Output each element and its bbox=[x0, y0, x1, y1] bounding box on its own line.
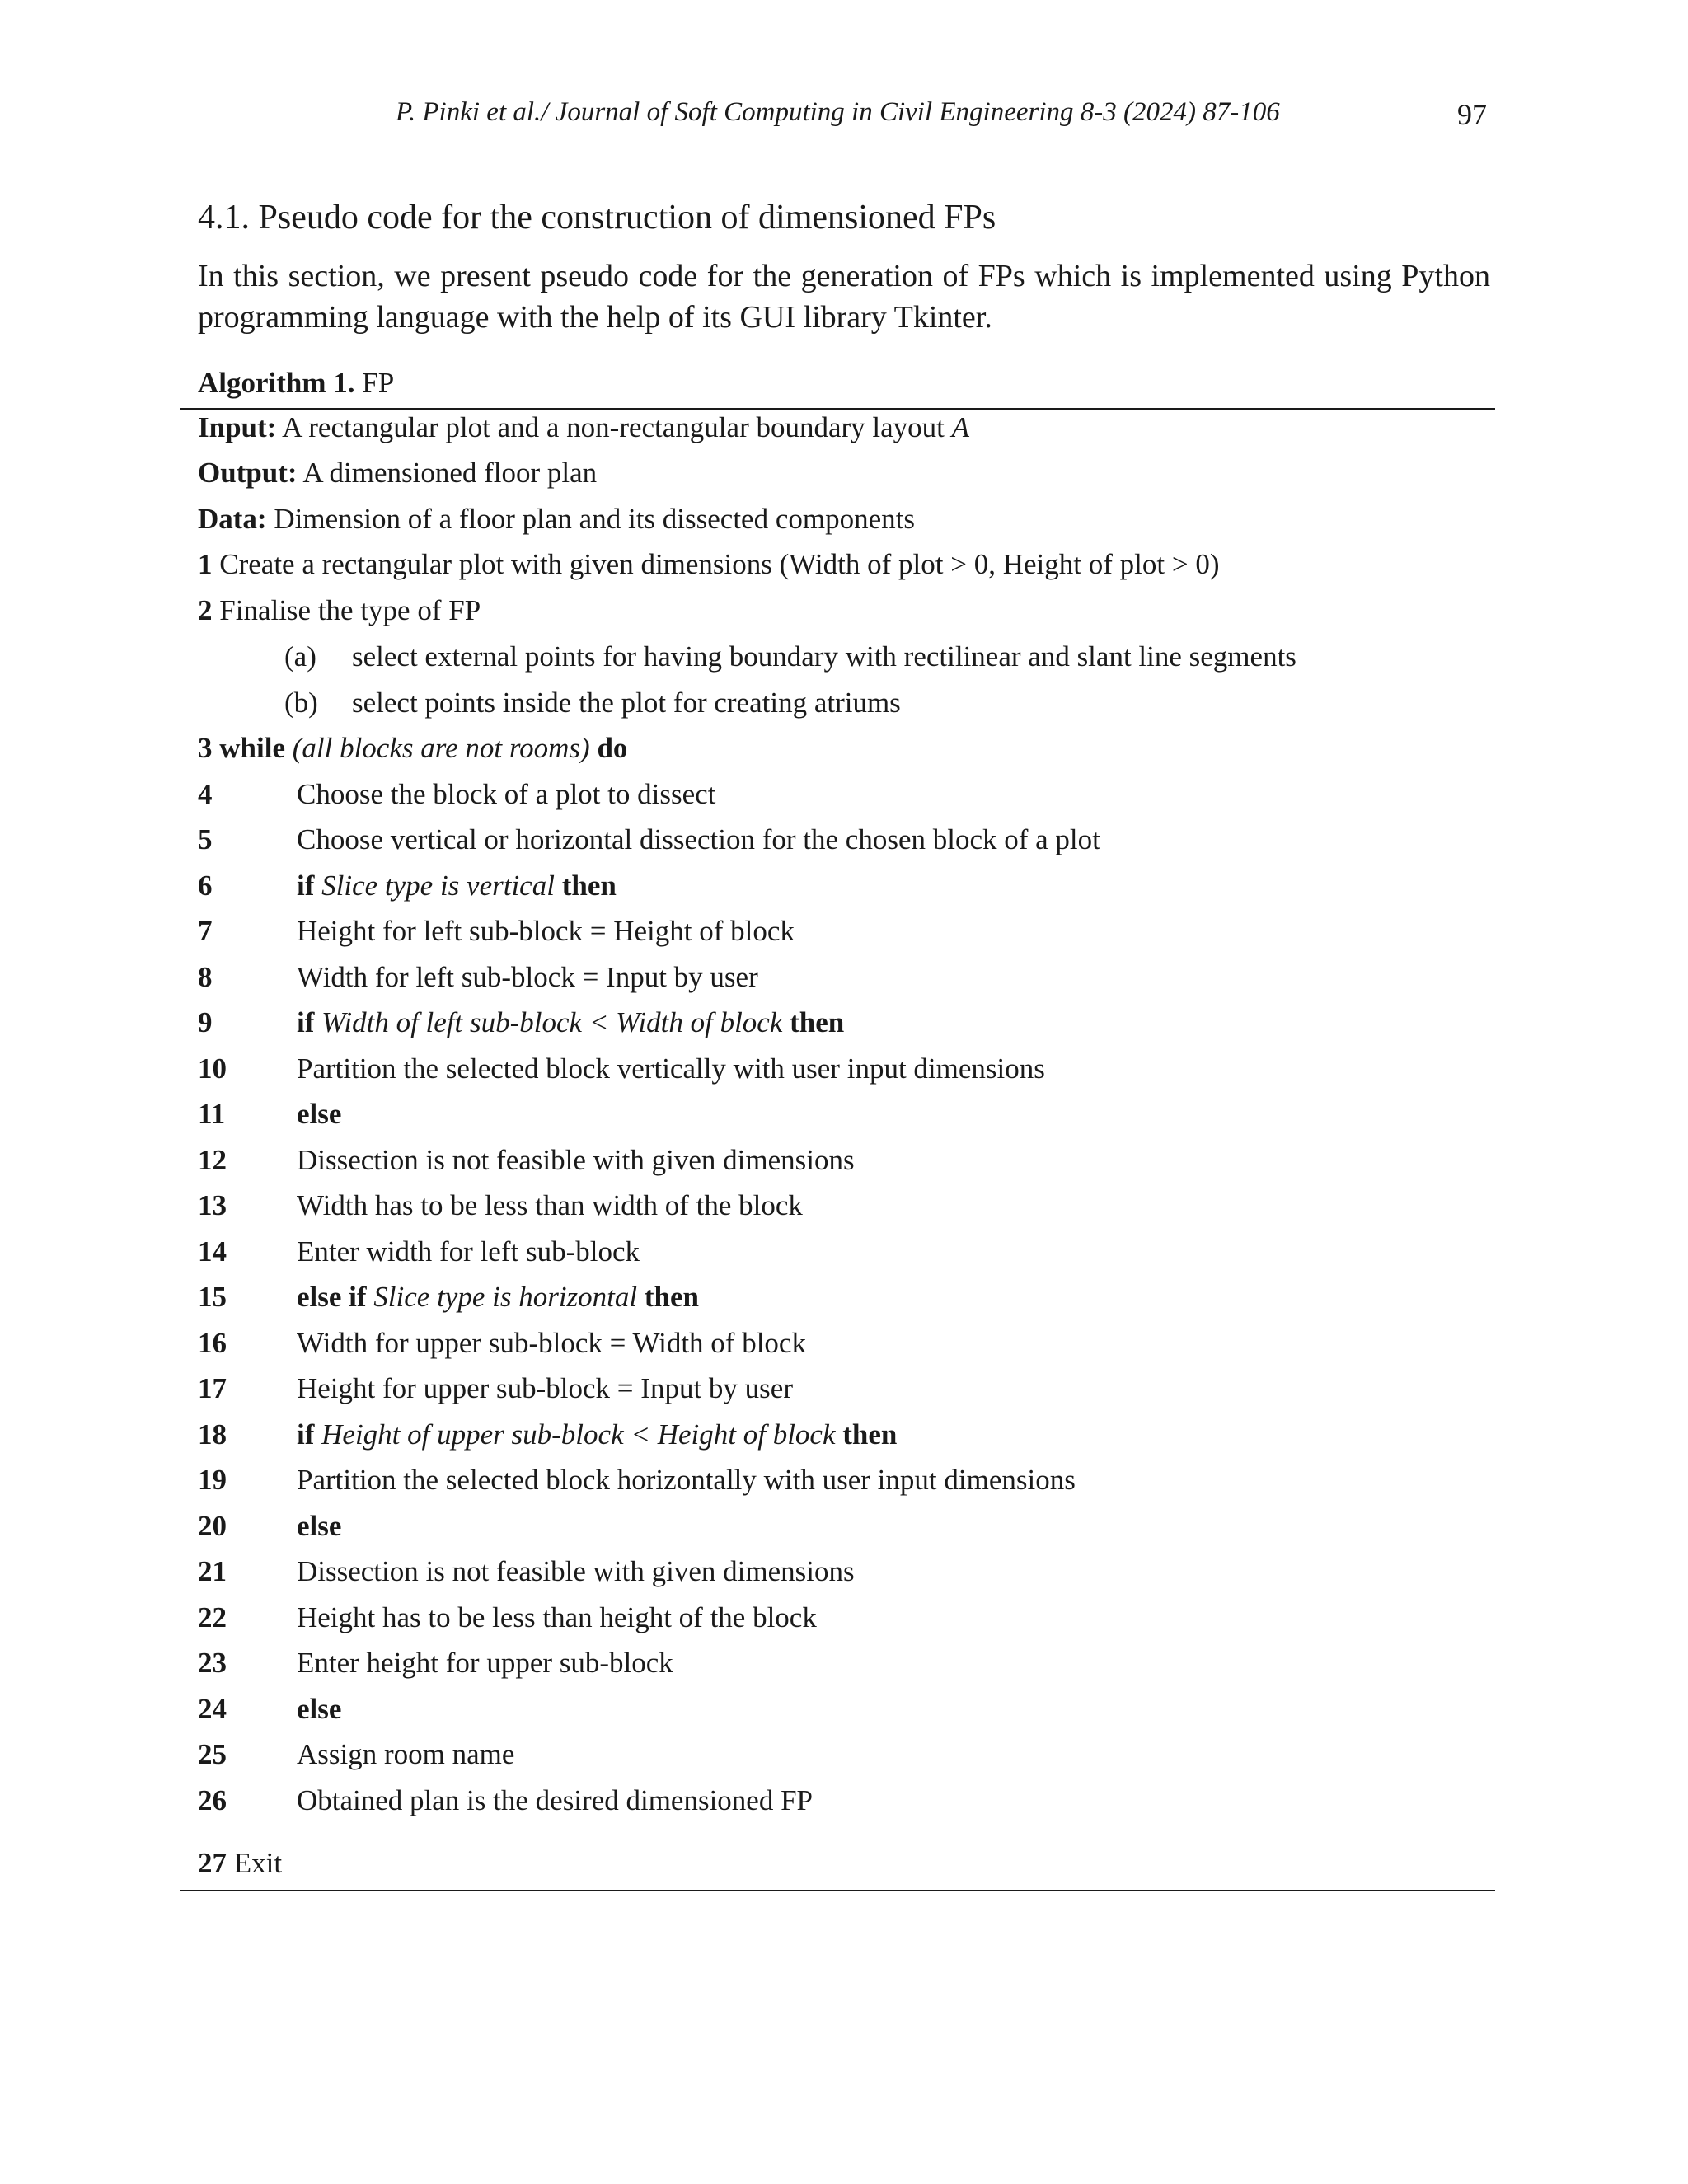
algo-line-22 bbox=[198, 1597, 1484, 1638]
step-number: 1 bbox=[198, 548, 213, 580]
data-label: Data: bbox=[198, 503, 267, 535]
algo-step-3 bbox=[198, 728, 627, 769]
section-title: 4.1. Pseudo code for the construction of dimensioned FPs bbox=[198, 199, 996, 237]
line-number: 15 bbox=[198, 1281, 227, 1313]
algo-line-4 bbox=[198, 774, 1484, 815]
algorithm-bottom-rule bbox=[180, 1890, 1495, 1891]
substep-text: select points inside the plot for creating atriums bbox=[352, 687, 901, 719]
algorithm-label: Algorithm 1. bbox=[198, 367, 355, 399]
line-number: 24 bbox=[198, 1693, 227, 1725]
algo-line-16 bbox=[198, 1323, 1484, 1364]
line-number: 25 bbox=[198, 1738, 227, 1770]
running-header bbox=[0, 97, 1688, 138]
line-text: else bbox=[297, 1098, 342, 1130]
input-label: Input: bbox=[198, 411, 277, 443]
algo-step-2 bbox=[198, 590, 481, 631]
line-text: Enter width for left sub-block bbox=[297, 1235, 640, 1268]
line-text: Height for upper sub-block = Input by user bbox=[297, 1372, 793, 1404]
algo-line-12 bbox=[198, 1140, 1484, 1181]
keyword-while: while bbox=[219, 732, 285, 764]
line-text: Width has to be less than width of the block bbox=[297, 1189, 803, 1221]
algo-line-5 bbox=[198, 819, 1484, 860]
algo-line-10 bbox=[198, 1048, 1484, 1090]
line-number: 13 bbox=[198, 1189, 227, 1221]
algo-substep-b bbox=[198, 682, 1484, 724]
algo-step-1 bbox=[198, 544, 1219, 585]
algo-line-19 bbox=[198, 1460, 1484, 1501]
algo-output-line bbox=[198, 452, 597, 494]
algo-line-7 bbox=[198, 911, 1484, 952]
output-label: Output: bbox=[198, 457, 298, 489]
page-number: 97 bbox=[1457, 98, 1487, 131]
line-text: else bbox=[297, 1510, 342, 1542]
line-number: 22 bbox=[198, 1601, 227, 1633]
line-text: if Height of upper sub-block < Height of block then bbox=[297, 1418, 898, 1451]
line-number: 19 bbox=[198, 1464, 227, 1496]
algo-line-21 bbox=[198, 1551, 1484, 1592]
algo-step-27 bbox=[198, 1843, 282, 1884]
line-text: Partition the selected block vertically with user input dimensions bbox=[297, 1052, 1045, 1085]
algo-line-26 bbox=[198, 1780, 1484, 1821]
substep-label: (a) bbox=[284, 640, 316, 673]
algo-line-25 bbox=[198, 1734, 1484, 1775]
line-number: 4 bbox=[198, 778, 213, 810]
line-text: else bbox=[297, 1693, 342, 1725]
keyword-do: do bbox=[597, 732, 628, 764]
algo-substep-a bbox=[198, 636, 1484, 677]
step-text: Finalise the type of FP bbox=[219, 594, 481, 626]
line-number: 26 bbox=[198, 1784, 227, 1816]
algo-data-line bbox=[198, 499, 915, 540]
line-text: Obtained plan is the desired dimensioned FP bbox=[297, 1784, 814, 1816]
line-number: 8 bbox=[198, 961, 213, 993]
algo-line-13 bbox=[198, 1185, 1484, 1226]
algo-line-9 bbox=[198, 1002, 1484, 1043]
line-text: Dissection is not feasible with given dimensions bbox=[297, 1555, 855, 1587]
algo-line-23 bbox=[198, 1643, 1484, 1684]
line-number: 11 bbox=[198, 1098, 226, 1130]
algo-input-line bbox=[198, 407, 969, 448]
line-text: Enter height for upper sub-block bbox=[297, 1647, 673, 1679]
input-variable: A bbox=[951, 411, 970, 443]
algo-line-20 bbox=[198, 1506, 1484, 1547]
line-text: if Slice type is vertical then bbox=[297, 869, 617, 902]
loop-condition: (all blocks are not rooms) bbox=[292, 732, 590, 764]
line-text: if Width of left sub-block < Width of block then bbox=[297, 1006, 845, 1038]
substep-text: select external points for having boundary with rectilinear and slant line segments bbox=[352, 640, 1296, 673]
substep-label: (b) bbox=[284, 687, 318, 719]
line-text: Dissection is not feasible with given dimensions bbox=[297, 1144, 855, 1176]
line-text: Width for upper sub-block = Width of block bbox=[297, 1327, 806, 1359]
line-number: 6 bbox=[198, 869, 213, 902]
step-text: Create a rectangular plot with given dimensions (Width of plot > 0, Height of plot > 0) bbox=[219, 548, 1220, 580]
line-text: Height has to be less than height of the block bbox=[297, 1601, 817, 1633]
line-number: 16 bbox=[198, 1327, 227, 1359]
line-text: Assign room name bbox=[297, 1738, 515, 1770]
output-text: A dimensioned floor plan bbox=[302, 457, 598, 489]
line-text: else if Slice type is horizontal then bbox=[297, 1281, 699, 1313]
line-number: 10 bbox=[198, 1052, 227, 1085]
algo-line-8 bbox=[198, 957, 1484, 998]
algo-line-15 bbox=[198, 1277, 1484, 1318]
line-text: Choose vertical or horizontal dissection for the chosen block of a plot bbox=[297, 823, 1100, 855]
line-number: 5 bbox=[198, 823, 213, 855]
step-number: 27 bbox=[198, 1847, 227, 1879]
algo-line-6 bbox=[198, 865, 1484, 907]
step-number: 3 bbox=[198, 732, 213, 764]
line-number: 21 bbox=[198, 1555, 227, 1587]
line-text: Width for left sub-block = Input by user bbox=[297, 961, 758, 993]
line-text: Choose the block of a plot to dissect bbox=[297, 778, 716, 810]
line-number: 20 bbox=[198, 1510, 227, 1542]
algo-line-17 bbox=[198, 1368, 1484, 1409]
line-number: 23 bbox=[198, 1647, 227, 1679]
step-text: Exit bbox=[233, 1847, 283, 1879]
journal-citation: P. Pinki et al./ Journal of Soft Computing in Civil Engineering 8-3 (2024) 87-106 bbox=[396, 97, 1280, 127]
line-text: Partition the selected block horizontally with user input dimensions bbox=[297, 1464, 1076, 1496]
line-number: 7 bbox=[198, 915, 213, 947]
intro-paragraph: In this section, we present pseudo code for the generation of FPs which is implemented using Python programming language with the help of its GUI library Tkinter. bbox=[198, 259, 1490, 335]
algorithm-name: FP bbox=[362, 367, 395, 399]
line-number: 17 bbox=[198, 1372, 227, 1404]
line-number: 9 bbox=[198, 1006, 213, 1038]
line-text: Height for left sub-block = Height of block bbox=[297, 915, 795, 947]
line-number: 18 bbox=[198, 1418, 227, 1451]
line-number: 12 bbox=[198, 1144, 227, 1176]
algo-line-11 bbox=[198, 1094, 1484, 1135]
data-text: Dimension of a floor plan and its dissected components bbox=[274, 503, 915, 535]
algo-line-14 bbox=[198, 1231, 1484, 1272]
input-text: A rectangular plot and a non-rectangular boundary layout bbox=[282, 411, 945, 443]
algo-line-18 bbox=[198, 1414, 1484, 1455]
algorithm-caption bbox=[198, 367, 394, 400]
algo-line-24 bbox=[198, 1689, 1484, 1730]
step-number: 2 bbox=[198, 594, 213, 626]
line-number: 14 bbox=[198, 1235, 227, 1268]
